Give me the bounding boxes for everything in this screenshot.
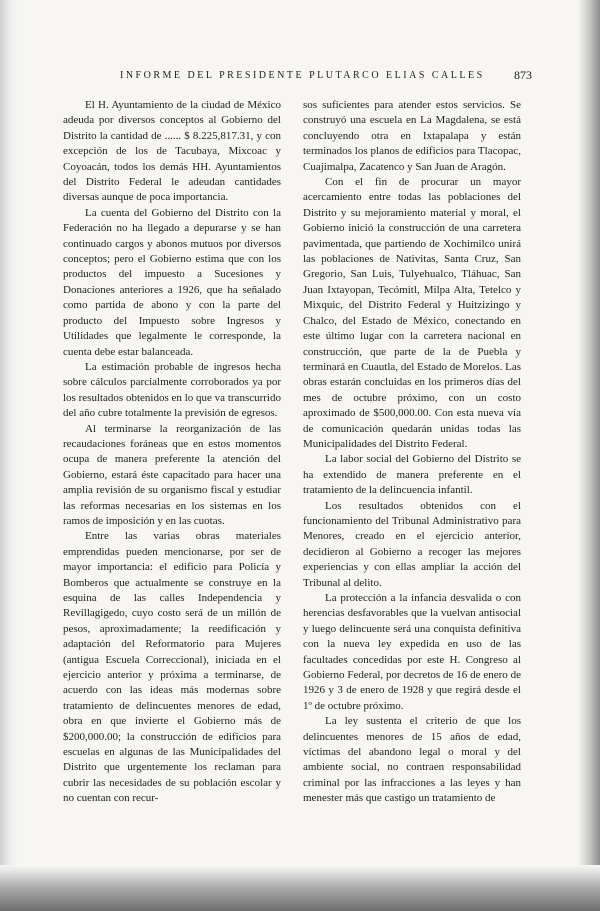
paragraph: Al terminarse la reorganización de las recaudaciones foráneas que en estos momentos ocupa de manera preferente la atención del Gobierno, estará éste capacitado para hacer una amplia revisión de su organismo fiscal y estudiar las reformas necesarias en los sistemas en los ramos de imposición y en las cuotas. (63, 422, 281, 527)
paragraph: La cuenta del Gobierno del Distrito con la Federación no ha llegado a depurarse y se han continuado cargos y abonos mutuos por diversos conceptos; pero el Gobierno estima que con los productos del impuesto a Sucesiones y Donaciones anteriores a 1926, que ha señalado como partida de abono y con la parte del producto del Impuesto sobre Ingresos y Utilidades que legalmente le corresponde, la cuenta debe estar balanceada. (63, 206, 281, 358)
bottom-scan-shadow (0, 865, 600, 911)
right-column (303, 98, 521, 807)
left-column (63, 98, 281, 807)
paragraph: La ley sustenta el criterio de que los delincuentes menores de 15 años de edad, víctimas del abandono legal o moral y del ambiente social, no contraen responsabilidad criminal por las infracciones a las leyes y han menester más que castigo un tratamiento de (303, 715, 521, 805)
paragraph: Con el fin de procurar un mayor acercamiento entre todas las poblaciones del Distrito y su mejoramiento material y moral, el Gobierno inició la construcción de una carretera pavimentada, que partiendo de Xochimilco unirá las poblaciones de Nativitas, Santa Cruz, San Gregorio, San Luis, Tulyehualco, Tláhuac, San Juan Ixtayopan, Tecómitl, Milpa Alta, Tetelco y Mixquic, del Distrito Federal y Huitzizingo y Chalco, del Estado de México, conectando en este último lugar con la carretera nacional en construcción, que parte de la de Puebla y terminará en Cuautla, del Estado de Morelos. Las obras estarán concluidas en los primeros días del mes de octubre próximo, con un costo aproximado de $500,000.00. Con esta nueva vía de comunicación quedarán unidas todas las Municipalidades del Distrito Federal. (303, 176, 521, 450)
paragraph: La estimación probable de ingresos hecha sobre cálculos parcialmente corroborados ya por los resultados obtenidos en lo que va transcurrido del año cubre totalmente la previsión de egresos. (63, 360, 281, 420)
paragraph: El H. Ayuntamiento de la ciudad de México adeuda por diversos conceptos al Gobierno del Distrito la cantidad de ...... $ 8.225,817.31, y con excepción de los de Tacubaya, Mixcoac y Coyoacán, todos los demás HH. Ayuntamientos del Distrito Federal le adeudan cantidades diversas aunque de poca importancia. (63, 99, 281, 204)
paragraph: Entre las varias obras materiales emprendidas pueden mencionarse, por ser de mayor importancia: el edificio para Policía y Bomberos que actualmente se construye en la esquina de las calles Independencia y Revillagigedo, cuyo costo será de un millón de pesos, aproximadamente; la reedificación y adaptación del Reformatorio para Mujeres (antigua Escuela Correccional), iniciada en el ejercicio anterior y próxima a terminarse, de acuerdo con las ideas más modernas sobre tratamiento de delincuentes menores de edad, obra en que invierte el Gobierno más de $200,000.00; la construcción de edificios para escuelas en algunas de las Municipalidades del Distrito que urgentemente los reclaman para cubrir las necesidades de su población escolar y no cuentan con recur- (63, 530, 281, 805)
page-number: 873 (514, 68, 532, 82)
paragraph: La protección a la infancia desvalida o con herencias desfavorables que la vuelvan antisocial y luego delincuente será una conquista definitiva con la nueva ley expedida en uso de las facultades concedidas por este H. Congreso al Gobierno Federal, por decretos de 16 de enero de 1926 y 3 de enero de 1928 y que regirá desde el 1º de octubre próximo. (303, 592, 521, 712)
paragraph: Los resultados obtenidos con el funcionamiento del Tribunal Administrativo para Menores, creado en el ejercicio anterior, decidieron al Gobierno a recoger las mejores experiencias y con ellas ampliar la acción del Tribunal al delito. (303, 499, 521, 589)
running-header: INFORME DEL PRESIDENTE PLUTARCO ELIAS CALLES (120, 70, 485, 81)
paragraph-continuation: sos suficientes para atender estos servicios. Se construyó una escuela en La Magdalena, se está concluyendo otra en Ixtapalapa y están terminados los planos de edificios para Tlacopac, Cuajimalpa, Zacatenco y San Juan de Aragón. (303, 99, 521, 173)
paragraph: La labor social del Gobierno del Distrito se ha extendido de manera preferente en el tratamiento de la delincuencia infantil. (303, 453, 521, 497)
right-page-edge (578, 0, 600, 911)
left-page-edge (0, 0, 18, 911)
